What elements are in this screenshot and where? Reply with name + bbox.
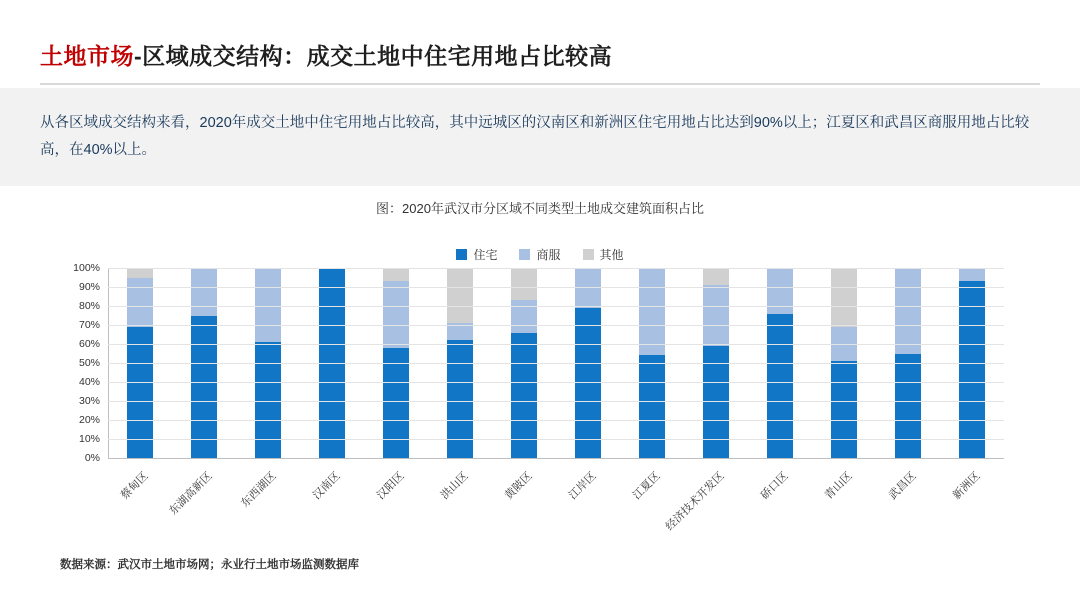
chart-legend [0, 246, 1080, 263]
bar-segment-其他 [831, 268, 857, 327]
legend-swatch-icon [456, 249, 467, 260]
x-axis-tick [748, 464, 812, 554]
bar-segment-其他 [447, 268, 473, 323]
y-axis-tick: 80% [78, 300, 100, 312]
x-axis-tick [428, 464, 492, 554]
x-axis-tick-label: 经济技术开发区 [663, 470, 727, 534]
title-prefix: 土地市场 [40, 43, 134, 69]
summary-text: 从各区域成交结构来看，2020年成交土地中住宅用地占比较高，其中远城区的汉南区和新洲区住宅用地占比达到90%以上；江夏区和武昌区商服用地占比较高，在40%以上。 [0, 88, 1080, 186]
x-axis-tick-label: 东西湖区 [239, 470, 279, 510]
legend-item-2 [519, 246, 560, 263]
x-axis-tick [663, 464, 748, 554]
y-axis-tick: 90% [78, 281, 100, 293]
x-axis-tick-label: 新洲区 [950, 470, 983, 502]
bar-segment-商服 [639, 268, 665, 355]
bar-segment-商服 [383, 281, 409, 348]
grid-line [108, 458, 1004, 459]
chart-plot-area [60, 262, 1060, 534]
y-axis-tick: 40% [78, 376, 100, 388]
x-axis-tick [108, 464, 172, 554]
x-axis-tick-label: 青山区 [822, 470, 855, 502]
x-axis-tick-label: 洪山区 [438, 470, 471, 502]
y-axis-tick: 20% [78, 414, 100, 426]
grid-line [108, 382, 1004, 383]
title-line [40, 38, 1040, 71]
x-axis-tick [812, 464, 876, 554]
legend-item-1 [456, 246, 497, 263]
legend-item-3 [583, 246, 624, 263]
y-axis-tick: 50% [78, 357, 100, 369]
grid-line [108, 325, 1004, 326]
y-axis-tick: 0% [84, 452, 100, 464]
bar-segment-商服 [703, 285, 729, 346]
grid-line [108, 306, 1004, 307]
bar-segment-其他 [703, 268, 729, 285]
bar-segment-住宅 [831, 361, 857, 458]
chart-title: 图：2020年武汉市分区域不同类型土地成交建筑面积占比 [376, 201, 704, 216]
bar-segment-其他 [383, 268, 409, 281]
bar-segment-其他 [127, 268, 153, 278]
x-axis-labels [108, 464, 1004, 554]
x-axis-tick [876, 464, 940, 554]
x-axis-tick [940, 464, 1004, 554]
grid-line [108, 439, 1004, 440]
bar-segment-住宅 [191, 316, 217, 459]
bar-segment-商服 [895, 268, 921, 354]
grid-line [108, 287, 1004, 288]
bar-segment-住宅 [383, 348, 409, 458]
x-axis-tick-label: 汉南区 [310, 470, 343, 502]
title-separator: - [134, 43, 143, 69]
bar-segment-住宅 [447, 340, 473, 458]
x-axis-tick [236, 464, 300, 554]
grid-line [108, 344, 1004, 345]
source-note: 数据来源：武汉市土地市场网；永业行土地市场监测数据库 [60, 559, 359, 571]
grid-line [108, 401, 1004, 402]
bar-segment-住宅 [639, 355, 665, 458]
x-axis-tick-label: 江岸区 [566, 470, 599, 502]
grid-line [108, 363, 1004, 364]
grid-line [108, 420, 1004, 421]
bar-segment-住宅 [767, 314, 793, 458]
x-axis-tick-label: 武昌区 [886, 470, 919, 502]
bar-segment-其他 [511, 268, 537, 300]
bar-segment-商服 [959, 268, 985, 281]
legend-label: 其他 [599, 248, 624, 262]
plot-canvas [108, 268, 1080, 458]
x-axis-tick [556, 464, 620, 554]
bar-segment-住宅 [895, 354, 921, 459]
x-axis-tick-label: 江夏区 [630, 470, 663, 502]
y-axis-tick: 60% [78, 338, 100, 350]
y-axis-tick: 10% [78, 433, 100, 445]
bar-segment-商服 [127, 278, 153, 327]
x-axis-tick-label: 蔡甸区 [118, 470, 151, 502]
title-main: 区域成交结构：成交土地中住宅用地占比较高 [142, 43, 613, 69]
x-axis-tick-label: 汉阳区 [374, 470, 407, 502]
x-axis-tick [492, 464, 556, 554]
y-axis-tick: 70% [78, 319, 100, 331]
legend-swatch-icon [583, 249, 594, 260]
x-axis-tick-label: 硚口区 [758, 470, 791, 502]
y-axis-tick: 100% [73, 262, 100, 274]
x-axis-tick [300, 464, 364, 554]
x-axis-tick-label: 黄陂区 [502, 470, 535, 502]
bar-segment-住宅 [959, 281, 985, 458]
y-axis-tick: 30% [78, 395, 100, 407]
grid-line [108, 268, 1004, 269]
x-axis-tick [167, 464, 236, 554]
legend-label: 商服 [536, 248, 561, 262]
legend-swatch-icon [519, 249, 530, 260]
legend-label: 住宅 [473, 248, 498, 262]
x-axis-tick-label: 东湖高新区 [167, 470, 215, 518]
bar-segment-商服 [191, 268, 217, 316]
x-axis-tick [364, 464, 428, 554]
page-title [40, 38, 1040, 85]
y-axis-labels [60, 262, 104, 464]
